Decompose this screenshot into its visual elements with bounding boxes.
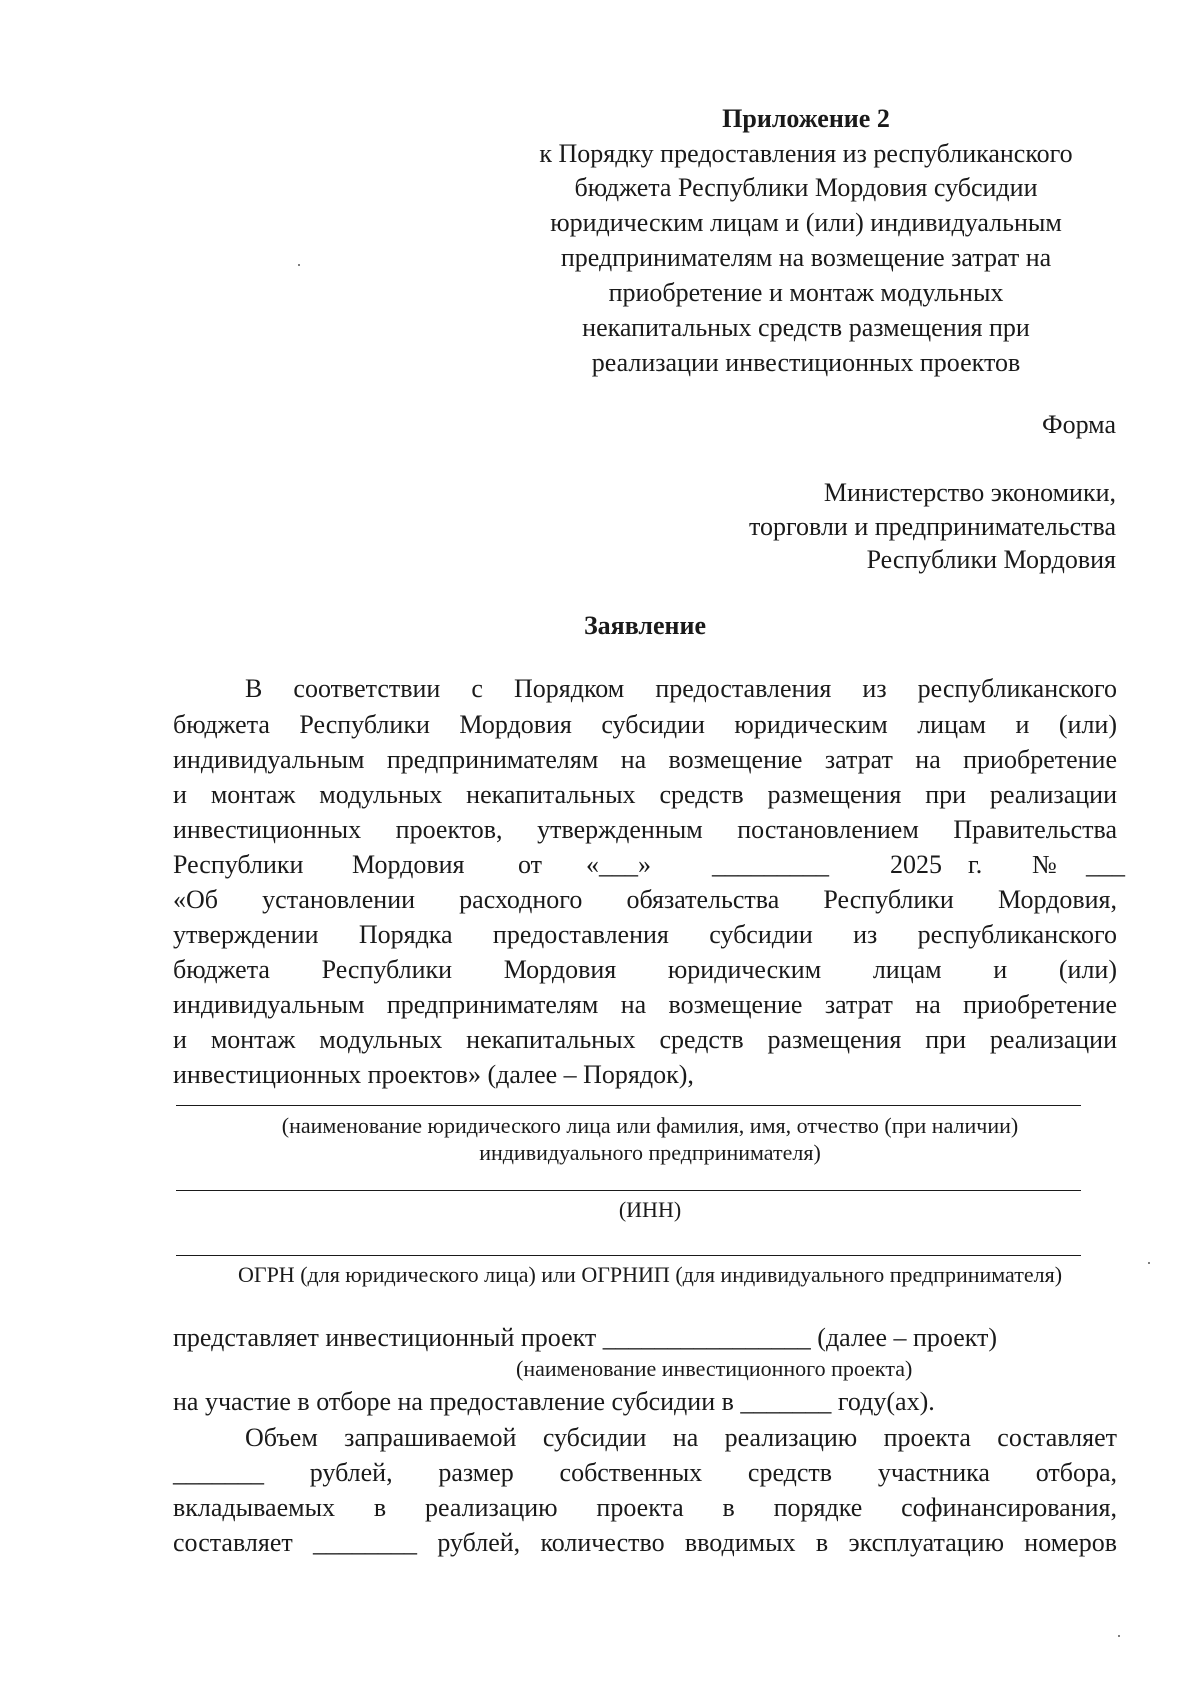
inn-field-line[interactable] bbox=[176, 1190, 1081, 1191]
project-caption: (наименование инвестиционного проекта) bbox=[516, 1356, 913, 1381]
intro-line: утверждении Порядка предоставления субсидии из республиканского bbox=[173, 920, 1117, 949]
document-title: Заявление bbox=[583, 611, 707, 640]
intro-line: В соответствии с Порядком предоставления из республиканского bbox=[245, 674, 1117, 703]
volume-line: Объем запрашиваемой субсидии на реализацию проекта составляет bbox=[245, 1423, 1117, 1452]
name-field-caption: (наименование юридического лица или фамилия, имя, отчество (при наличии) bbox=[281, 1113, 1019, 1138]
date-line-word: Республики bbox=[173, 850, 304, 879]
name-field-caption: индивидуального предпринимателя) bbox=[479, 1140, 821, 1165]
intro-line: бюджета Республики Мордовия юридическим лицам и (или) bbox=[173, 955, 1117, 984]
intro-line: «Об установлении расходного обязательства Республики Мордовия, bbox=[173, 885, 1117, 914]
addressee-line: Республики Мордовия bbox=[866, 545, 1116, 574]
participation-line: на участие в отборе на предоставление субсидии в _______ году(ах). bbox=[173, 1387, 935, 1416]
intro-line: инвестиционных проектов, утвержденным постановлением Правительства bbox=[173, 815, 1117, 844]
appendix-title: Приложение 2 bbox=[722, 104, 890, 133]
volume-line: вкладываемых в реализацию проекта в порядке софинансирования, bbox=[173, 1493, 1117, 1522]
ogrn-field-caption: ОГРН (для юридического лица) или ОГРНИП (для индивидуального предпринимателя) bbox=[237, 1262, 1063, 1287]
day-blank: «___» bbox=[586, 850, 651, 879]
scan-speck bbox=[1118, 1635, 1120, 1637]
name-field-line[interactable] bbox=[176, 1105, 1081, 1106]
intro-line: индивидуальным предпринимателям на возмещение затрат на приобретение bbox=[173, 990, 1117, 1019]
appendix-line: реализации инвестиционных проектов bbox=[591, 348, 1021, 377]
scan-speck bbox=[298, 264, 300, 266]
addressee-line: торговли и предпринимательства bbox=[748, 512, 1116, 541]
month-blank: _________ bbox=[712, 850, 829, 879]
number-sign: № bbox=[1032, 850, 1057, 879]
form-label: Форма bbox=[1042, 410, 1116, 439]
appendix-line: юридическим лицам и (или) индивидуальным bbox=[550, 208, 1062, 237]
volume-line: составляет ________ рублей, количество вводимых в эксплуатацию номеров bbox=[173, 1528, 1117, 1557]
inn-field-caption: (ИНН) bbox=[618, 1197, 682, 1222]
appendix-line: некапитальных средств размещения при bbox=[582, 313, 1030, 342]
date-line-word: Мордовия bbox=[352, 850, 465, 879]
date-line-word: от bbox=[518, 850, 543, 879]
scan-speck bbox=[1148, 1262, 1150, 1264]
addressee-line: Министерство экономики, bbox=[823, 478, 1116, 507]
date-line-word: г. bbox=[968, 850, 983, 879]
intro-last-line: инвестиционных проектов» (далее – Порядок), bbox=[173, 1060, 694, 1089]
project-line: представляет инвестиционный проект ________________ (далее – проект) bbox=[173, 1323, 998, 1352]
ogrn-field-line[interactable] bbox=[176, 1255, 1081, 1256]
intro-line: индивидуальным предпринимателям на возмещение затрат на приобретение bbox=[173, 745, 1117, 774]
appendix-line: бюджета Республики Мордовия субсидии bbox=[574, 173, 1038, 202]
intro-line: бюджета Республики Мордовия субсидии юридическим лицам и (или) bbox=[173, 710, 1117, 739]
volume-line: _______ рублей, размер собственных средств участника отбора, bbox=[173, 1458, 1117, 1487]
appendix-line: приобретение и монтаж модульных bbox=[608, 278, 1004, 307]
intro-line: и монтаж модульных некапитальных средств размещения при реализации bbox=[173, 780, 1117, 809]
appendix-line: предпринимателям на возмещение затрат на bbox=[560, 243, 1052, 272]
appendix-line: к Порядку предоставления из республиканского bbox=[539, 139, 1073, 168]
intro-line: и монтаж модульных некапитальных средств размещения при реализации bbox=[173, 1025, 1117, 1054]
year-text: 2025 bbox=[890, 850, 942, 879]
number-blank: ___ bbox=[1086, 850, 1125, 879]
